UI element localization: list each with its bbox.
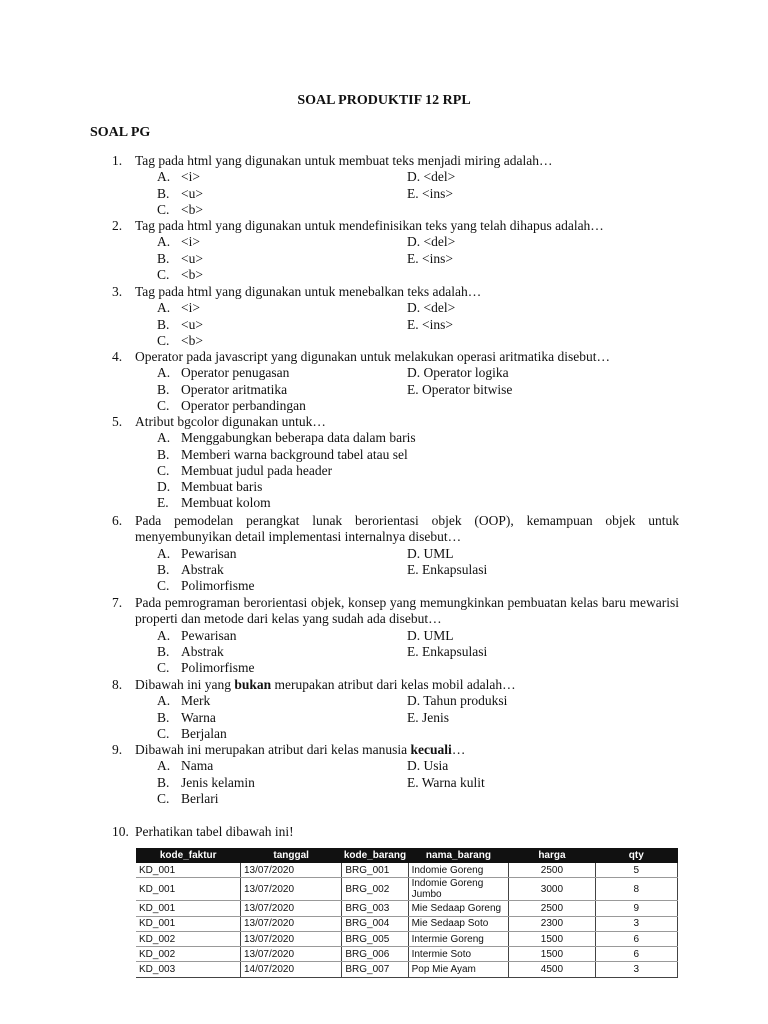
question-9	[112, 742, 679, 807]
option-row	[112, 628, 679, 644]
option-text: <b>	[181, 266, 203, 282]
option-text: <i>	[181, 234, 200, 250]
option-text: <u>	[181, 250, 203, 266]
option-right: D. Tahun produksi	[407, 693, 508, 709]
table-cell: Mie Sedaap Soto	[408, 916, 509, 931]
option-right: E. Jenis	[407, 709, 449, 725]
question-text: Operator pada javascript yang digunakan untuk melakukan operasi aritmatika disebut…	[135, 349, 610, 364]
option-row	[112, 660, 679, 676]
table-header-cell: harga	[509, 848, 595, 863]
option-row	[112, 546, 679, 562]
answer-options	[112, 430, 679, 511]
table-cell: KD_002	[136, 931, 240, 946]
option-right: E. Operator bitwise	[407, 381, 513, 397]
option-letter: A.	[157, 234, 171, 250]
table-header-cell: tanggal	[240, 848, 341, 863]
option-letter: A.	[157, 758, 171, 774]
option-row	[112, 726, 679, 742]
option-letter: B.	[157, 381, 170, 397]
question-1	[112, 153, 679, 218]
question-number: 6.	[112, 513, 123, 528]
option-text: Berjalan	[181, 725, 227, 741]
table-cell: BRG_002	[342, 878, 408, 901]
option-right: D. <del>	[407, 169, 456, 185]
table-cell: Intermie Goreng	[408, 931, 509, 946]
option-row	[112, 382, 679, 398]
table-cell: 3000	[509, 878, 595, 901]
option-right: E. Enkapsulasi	[407, 561, 488, 577]
table-row	[136, 962, 678, 977]
option-text: <i>	[181, 300, 200, 316]
document-title: SOAL PRODUKTIF 12 RPL	[297, 93, 471, 108]
table-cell: Indomie Goreng Jumbo	[408, 878, 509, 901]
option-letter: B.	[157, 316, 170, 332]
question-text: Tag pada html yang digunakan untuk menebalkan teks adalah…	[135, 284, 482, 299]
option-text: Jenis kelamin	[181, 774, 255, 790]
option-row	[112, 251, 679, 267]
table-header-cell: nama_barang	[408, 848, 509, 863]
table-cell: Indomie Goreng	[408, 863, 509, 878]
option-row	[112, 791, 679, 807]
table-header-row	[136, 848, 678, 863]
option-text: Nama	[181, 758, 214, 774]
option-letter: B.	[157, 774, 170, 790]
option-right: D. <del>	[407, 300, 456, 316]
question-text: Dibawah ini yang bukan merupakan atribut dari kelas mobil adalah…	[135, 677, 516, 692]
table-row	[136, 916, 678, 931]
option-right: E. Enkapsulasi	[407, 643, 488, 659]
question-text: Tag pada html yang digunakan untuk membuat teks menjadi miring adalah…	[135, 153, 553, 168]
table-cell: 2500	[509, 901, 595, 916]
table-cell: Intermie Soto	[408, 947, 509, 962]
option-letter: A.	[157, 169, 171, 185]
table-cell: 2500	[509, 863, 595, 878]
option-letter: B.	[157, 250, 170, 266]
option-row	[112, 267, 679, 283]
option-letter: C.	[157, 578, 170, 594]
option-text: Berlari	[181, 790, 219, 806]
question-4	[112, 349, 679, 414]
table-cell: 1500	[509, 947, 595, 962]
option-letter: C.	[157, 462, 170, 478]
option-letter: A.	[157, 545, 171, 561]
option-text: <u>	[181, 185, 203, 201]
table-body	[136, 863, 678, 977]
option-text: Menggabungkan beberapa data dalam baris	[181, 430, 416, 446]
emphasis-word: kecuali	[410, 742, 452, 757]
option-row	[112, 447, 679, 463]
option-row	[112, 463, 679, 479]
option-letter: B.	[157, 709, 170, 725]
option-text: Operator aritmatika	[181, 381, 288, 397]
table-cell: BRG_006	[342, 947, 408, 962]
table-row	[136, 931, 678, 946]
question-10	[112, 824, 679, 840]
table-cell: 13/07/2020	[240, 863, 341, 878]
table-cell: 9	[595, 901, 677, 916]
question-5	[112, 414, 679, 512]
option-text: <b>	[181, 201, 203, 217]
emphasis-word: bukan	[234, 677, 272, 692]
table-cell: Pop Mie Ayam	[408, 962, 509, 977]
option-letter: B.	[157, 561, 170, 577]
answer-options	[112, 365, 679, 414]
table-cell: 13/07/2020	[240, 916, 341, 931]
option-row	[112, 578, 679, 594]
question-number: 8.	[112, 677, 123, 692]
question-number: 5.	[112, 414, 123, 429]
option-right: E. <ins>	[407, 185, 453, 201]
option-text: <i>	[181, 169, 200, 185]
option-letter: C.	[157, 201, 170, 217]
option-row	[112, 300, 679, 316]
option-right: D. <del>	[407, 234, 456, 250]
option-row	[112, 479, 679, 495]
table-cell: BRG_001	[342, 863, 408, 878]
data-table-image	[136, 848, 678, 978]
option-letter: E.	[157, 495, 169, 511]
option-text: Operator perbandingan	[181, 397, 306, 413]
section-heading: SOAL PG	[90, 125, 151, 140]
option-right: D. UML	[407, 627, 454, 643]
table-cell: Mie Sedaap Goreng	[408, 901, 509, 916]
question-text: Atribut bgcolor digunakan untuk…	[135, 414, 326, 429]
question-text: Pada pemrograman berorientasi objek, konsep yang memungkinkan pembuatan kelas baru mewarisi properti dan metode dari kelas yang sudah ada disebut…	[135, 595, 679, 627]
table-cell: KD_002	[136, 947, 240, 962]
option-right: E. <ins>	[407, 316, 453, 332]
table-cell: 13/07/2020	[240, 878, 341, 901]
answer-options	[112, 693, 679, 742]
table-row	[136, 901, 678, 916]
option-letter: C.	[157, 725, 170, 741]
table-cell: 14/07/2020	[240, 962, 341, 977]
table-cell: KD_001	[136, 901, 240, 916]
option-text: Operator penugasan	[181, 365, 290, 381]
table-cell: 4500	[509, 962, 595, 977]
table-cell: 13/07/2020	[240, 901, 341, 916]
option-row	[112, 495, 679, 511]
option-letter: A.	[157, 365, 171, 381]
question-2	[112, 218, 679, 283]
option-text: <u>	[181, 316, 203, 332]
option-right: E. <ins>	[407, 250, 453, 266]
option-row	[112, 644, 679, 660]
option-row	[112, 169, 679, 185]
table-cell: BRG_007	[342, 962, 408, 977]
option-letter: A.	[157, 300, 171, 316]
option-text: Polimorfisme	[181, 660, 255, 676]
option-right: D. Usia	[407, 758, 449, 774]
table-cell: 2300	[509, 916, 595, 931]
question-text: Perhatikan tabel dibawah ini!	[135, 824, 294, 839]
option-letter: B.	[157, 185, 170, 201]
option-row	[112, 693, 679, 709]
option-text: <b>	[181, 332, 203, 348]
question-text: Pada pemodelan perangkat lunak berorientasi objek (OOP), kemampuan objek untuk menyembunyikan detail implementasi internalnya disebut…	[135, 513, 679, 545]
table-cell: 5	[595, 863, 677, 878]
question-number: 7.	[112, 595, 123, 610]
option-text: Abstrak	[181, 561, 224, 577]
table-header-cell: kode_faktur	[136, 848, 240, 863]
question-7	[112, 595, 679, 676]
option-text: Membuat baris	[181, 479, 263, 495]
option-text: Merk	[181, 693, 211, 709]
option-row	[112, 775, 679, 791]
option-text: Polimorfisme	[181, 578, 255, 594]
answer-options	[112, 628, 679, 677]
table-cell: KD_001	[136, 863, 240, 878]
option-letter: A.	[157, 693, 171, 709]
table-cell: KD_001	[136, 916, 240, 931]
table-cell: KD_003	[136, 962, 240, 977]
answer-options	[112, 758, 679, 807]
option-row	[112, 758, 679, 774]
answer-options	[112, 169, 679, 218]
option-text: Abstrak	[181, 643, 224, 659]
table-cell: 3	[595, 962, 677, 977]
table-cell: 6	[595, 947, 677, 962]
table-cell: KD_001	[136, 878, 240, 901]
table-cell: BRG_004	[342, 916, 408, 931]
option-letter: C.	[157, 266, 170, 282]
option-letter: B.	[157, 643, 170, 659]
option-row	[112, 234, 679, 250]
table-cell: BRG_005	[342, 931, 408, 946]
option-row	[112, 562, 679, 578]
option-row	[112, 202, 679, 218]
table-row	[136, 947, 678, 962]
option-row	[112, 186, 679, 202]
table-cell: 3	[595, 916, 677, 931]
option-letter: A.	[157, 430, 171, 446]
answer-options	[112, 300, 679, 349]
table-row	[136, 863, 678, 878]
option-right: D. Operator logika	[407, 365, 509, 381]
option-text: Pewarisan	[181, 627, 237, 643]
question-number: 3.	[112, 284, 123, 299]
question-number: 2.	[112, 218, 123, 233]
option-text: Membuat judul pada header	[181, 462, 333, 478]
answer-options	[112, 546, 679, 595]
table-cell: 6	[595, 931, 677, 946]
option-text: Pewarisan	[181, 545, 237, 561]
question-3	[112, 284, 679, 349]
option-row	[112, 333, 679, 349]
table-header-cell: qty	[595, 848, 677, 863]
table-header-cell: kode_barang	[343, 850, 407, 861]
table-cell: 13/07/2020	[240, 931, 341, 946]
question-6	[112, 513, 679, 594]
option-row	[112, 710, 679, 726]
question-text: Tag pada html yang digunakan untuk mendefinisikan teks yang telah dihapus adalah…	[135, 218, 604, 233]
table-row	[136, 878, 678, 901]
answer-options	[112, 234, 679, 283]
option-text: Membuat kolom	[181, 495, 271, 511]
question-number: 1.	[112, 153, 123, 168]
question-number: 4.	[112, 349, 123, 364]
option-row	[112, 365, 679, 381]
option-right: E. Warna kulit	[407, 774, 485, 790]
table-cell: 13/07/2020	[240, 947, 341, 962]
question-text: Dibawah ini merupakan atribut dari kelas manusia kecuali…	[135, 742, 466, 757]
table-cell: 1500	[509, 931, 595, 946]
table-cell: BRG_003	[342, 901, 408, 916]
invoice-table	[136, 848, 678, 978]
option-text: Memberi warna background tabel atau sel	[181, 446, 408, 462]
option-text: Warna	[181, 709, 216, 725]
option-letter: C.	[157, 790, 170, 806]
option-right: D. UML	[407, 545, 454, 561]
option-row	[112, 398, 679, 414]
question-8	[112, 677, 679, 742]
option-row	[112, 430, 679, 446]
option-letter: B.	[157, 446, 170, 462]
option-letter: C.	[157, 332, 170, 348]
option-letter: A.	[157, 627, 171, 643]
option-row	[112, 317, 679, 333]
option-letter: C.	[157, 397, 170, 413]
question-number: 9.	[112, 742, 123, 757]
option-letter: D.	[157, 479, 171, 495]
table-cell: 8	[595, 878, 677, 901]
option-letter: C.	[157, 660, 170, 676]
question-number: 10.	[112, 824, 129, 839]
